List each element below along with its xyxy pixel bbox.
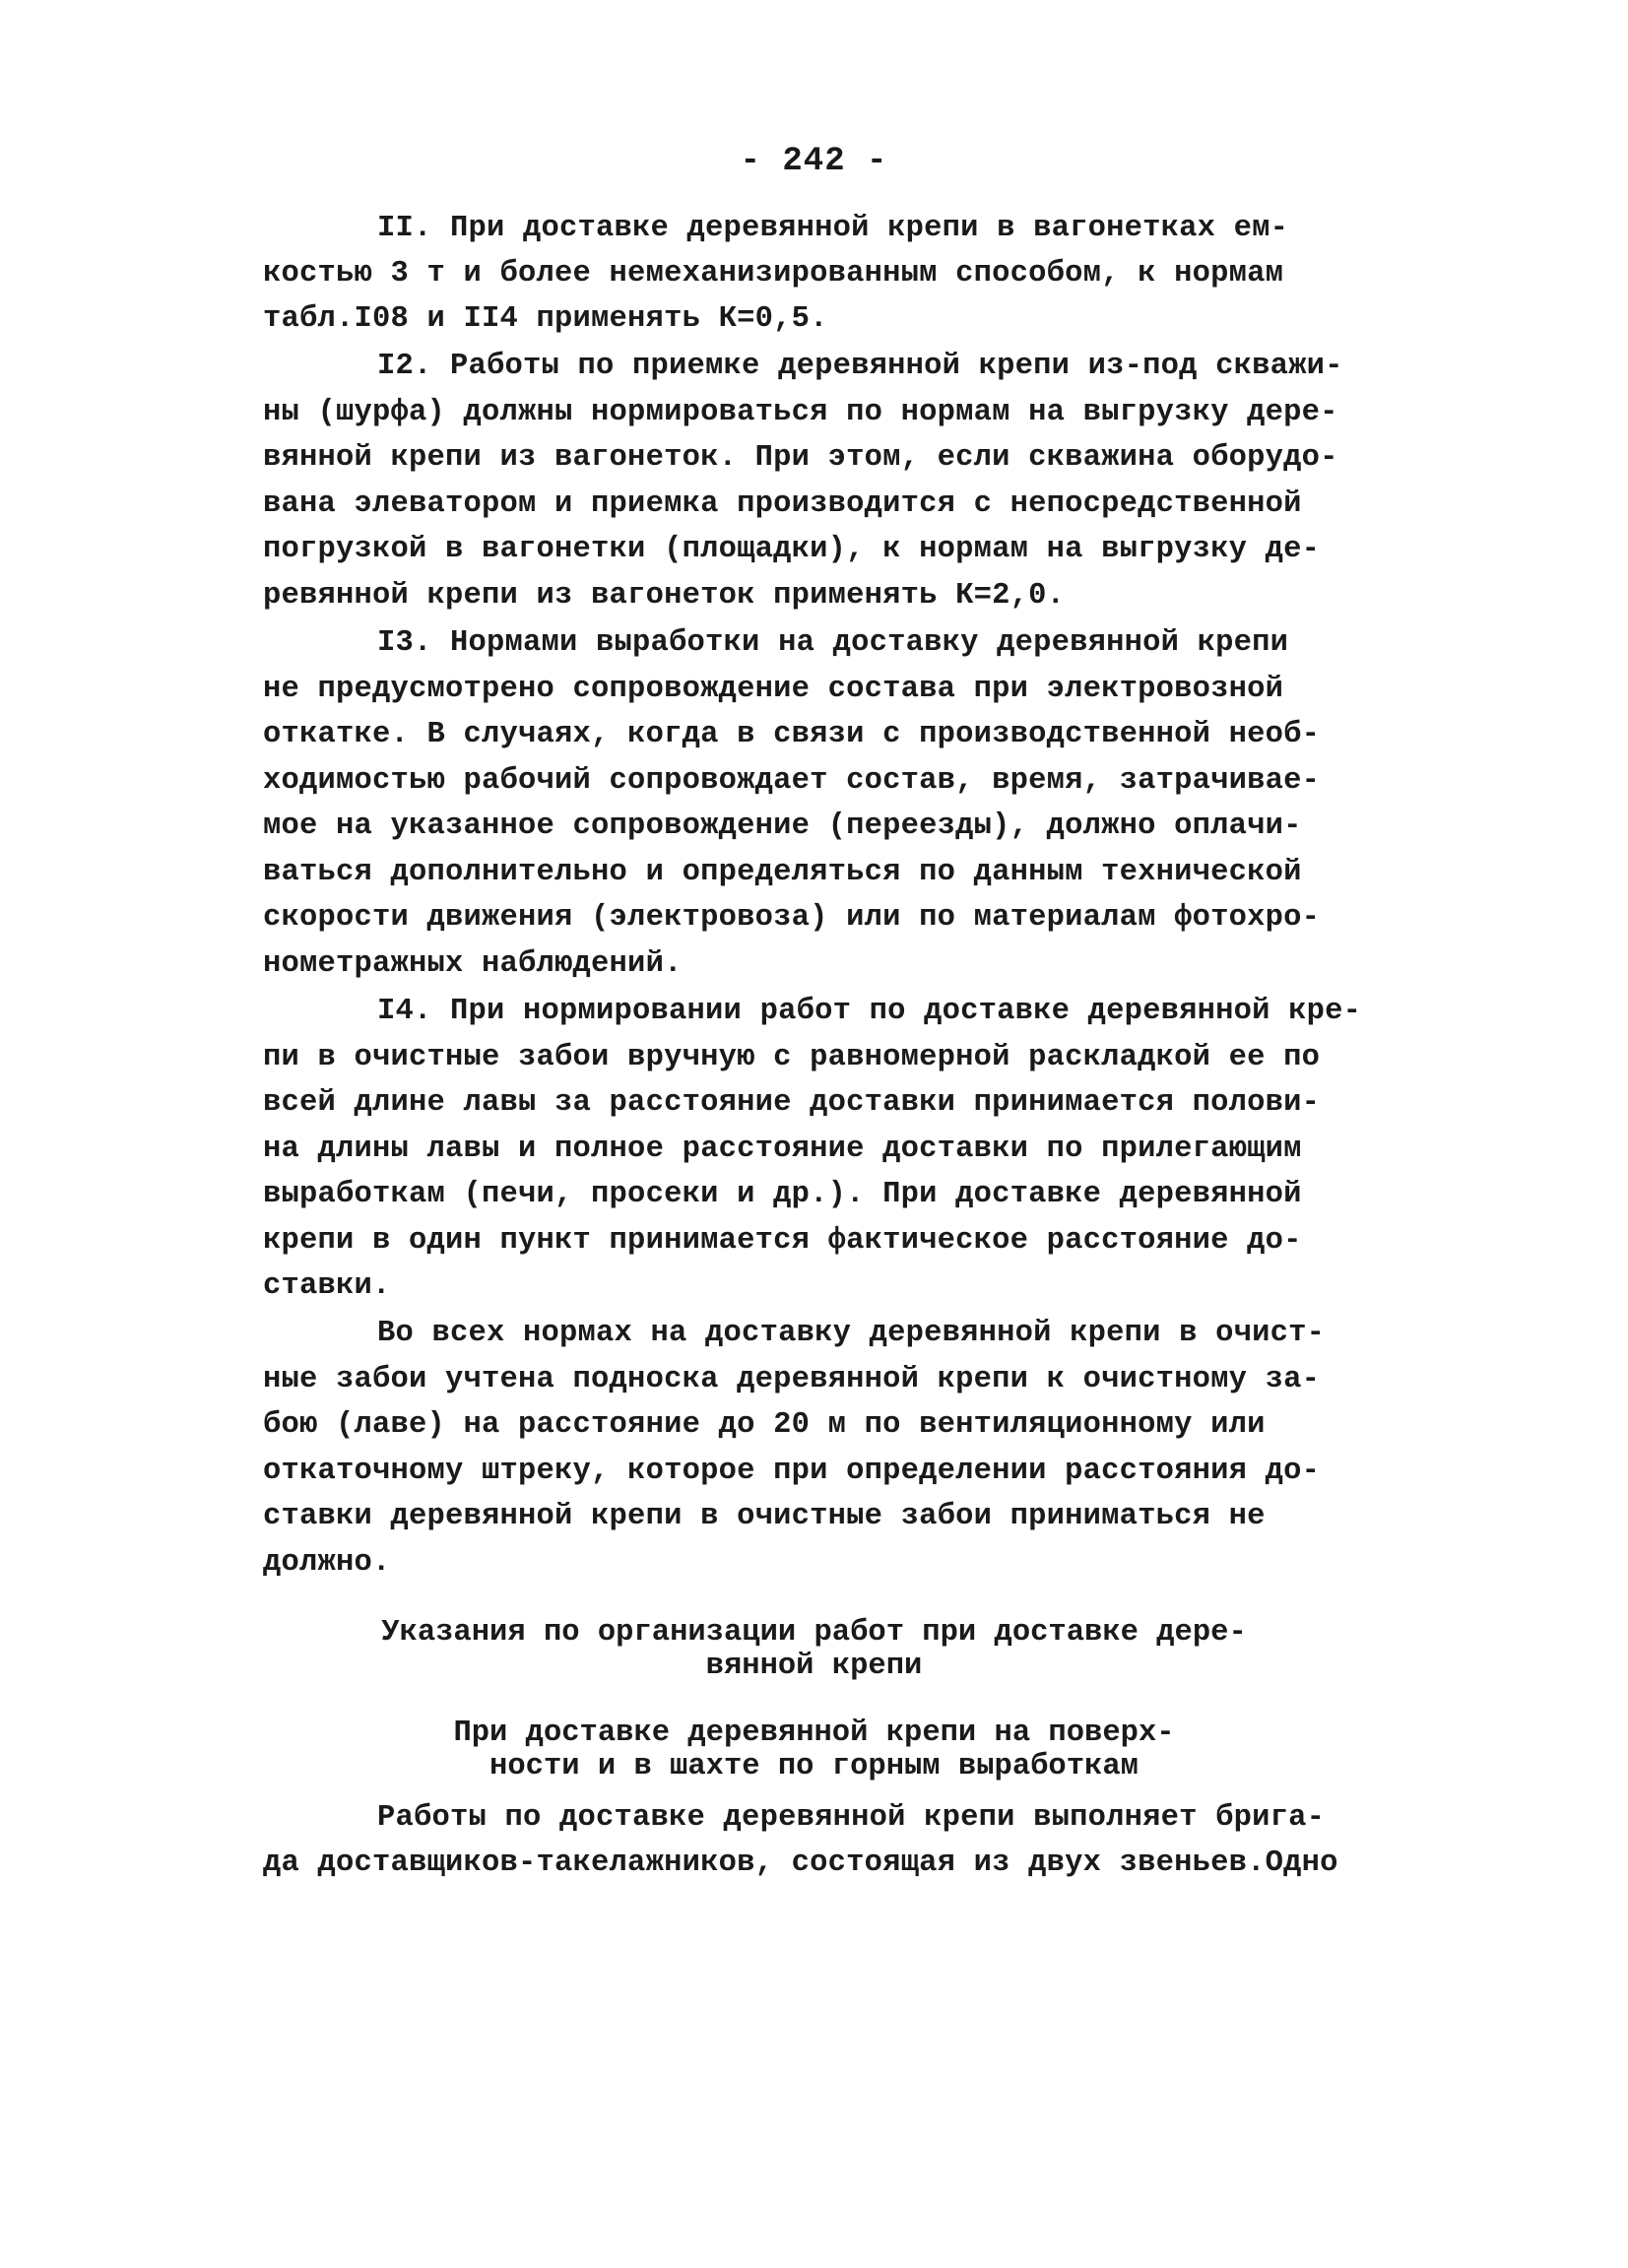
paragraph-12-line: ревянной крепи из вагонеток применять К=2,0. bbox=[263, 579, 1066, 613]
paragraph-14-line: на длины лавы и полное расстояние доставки по прилегающим bbox=[263, 1133, 1302, 1166]
paragraph-11-line: костью 3 т и более немеханизированным способом, к нормам bbox=[263, 257, 1284, 291]
paragraph-14-line: крепи в один пункт принимается фактическое расстояние до- bbox=[263, 1224, 1302, 1258]
paragraph-14-line: выработкам (печи, просеки и др.). При доставке деревянной bbox=[263, 1178, 1302, 1211]
paragraph-12-line: вянной крепи из вагонеток. При этом, если скважина оборудо- bbox=[263, 441, 1338, 475]
paragraph-14-line: пи в очистные забои вручную с равномерной раскладкой ее по bbox=[263, 1041, 1321, 1074]
paragraph-13-line: скорости движения (электровоза) или по материалам фотохро- bbox=[263, 901, 1321, 935]
paragraph-13-line: ваться дополнительно и определяться по данным технической bbox=[263, 856, 1302, 889]
subsection-heading-line: При доставке деревянной крепи на поверх- bbox=[453, 1717, 1175, 1750]
paragraph-12-line: вана элеватором и приемка производится с непосредственной bbox=[263, 487, 1302, 521]
paragraph-13-line: нометражных наблюдений. bbox=[263, 947, 683, 981]
paragraph-14-line: всей длине лавы за расстояние доставки принимается полови- bbox=[263, 1086, 1321, 1120]
paragraph-13-line: ходимостью рабочий сопровождает состав, время, затрачивае- bbox=[263, 764, 1321, 798]
paragraph-14-line: ставки. bbox=[263, 1269, 391, 1303]
section-heading-line: Указания по организации работ при доставке дере- bbox=[381, 1616, 1247, 1650]
paragraph-11-line: II. При доставке деревянной крепи в вагонетках ем- bbox=[377, 212, 1289, 245]
paragraph-14-line: I4. При нормировании работ по доставке деревянной кре- bbox=[377, 995, 1362, 1028]
paragraph-12-line: ны (шурфа) должны нормироваться по нормам на выгрузку дере- bbox=[263, 396, 1338, 429]
paragraph-all-norms-line: бою (лаве) на расстояние до 20 м по вентиляционному или bbox=[263, 1408, 1266, 1442]
subsection-heading-line: ности и в шахте по горным выработкам bbox=[489, 1750, 1139, 1783]
paragraph-12-line: I2. Работы по приемке деревянной крепи из-под скважи- bbox=[377, 350, 1343, 383]
paragraph-all-norms-line: ные забои учтена подноска деревянной крепи к очистному за- bbox=[263, 1363, 1321, 1396]
paragraph-all-norms-line: ставки деревянной крепи в очистные забои приниматься не bbox=[263, 1500, 1266, 1533]
paragraph-brigade-line: Работы по доставке деревянной крепи выполняет брига- bbox=[377, 1801, 1326, 1835]
paragraph-all-norms-line: откаточному штреку, которое при определении расстояния до- bbox=[263, 1455, 1321, 1488]
paragraph-12-line: погрузкой в вагонетки (площадки), к нормам на выгрузку де- bbox=[263, 533, 1321, 566]
page-number: - 242 - bbox=[740, 143, 888, 180]
paragraph-13-line: не предусмотрено сопровождение состава при электровозной bbox=[263, 673, 1284, 706]
paragraph-all-norms-line: должно. bbox=[263, 1546, 391, 1580]
paragraph-13-line: откатке. В случаях, когда в связи с производственной необ- bbox=[263, 718, 1321, 751]
paragraph-13-line: I3. Нормами выработки на доставку деревянной крепи bbox=[377, 626, 1289, 660]
paragraph-13-line: мое на указанное сопровождение (переезды), должно оплачи- bbox=[263, 810, 1302, 843]
paragraph-all-norms-line: Во всех нормах на доставку деревянной крепи в очист- bbox=[377, 1317, 1326, 1350]
paragraph-brigade-line: да доставщиков-такелажников, состоящая из двух звеньев.Одно bbox=[263, 1847, 1338, 1880]
paragraph-11-line: табл.I08 и II4 применять К=0,5. bbox=[263, 302, 828, 336]
section-heading-line: вянной крепи bbox=[705, 1650, 923, 1683]
